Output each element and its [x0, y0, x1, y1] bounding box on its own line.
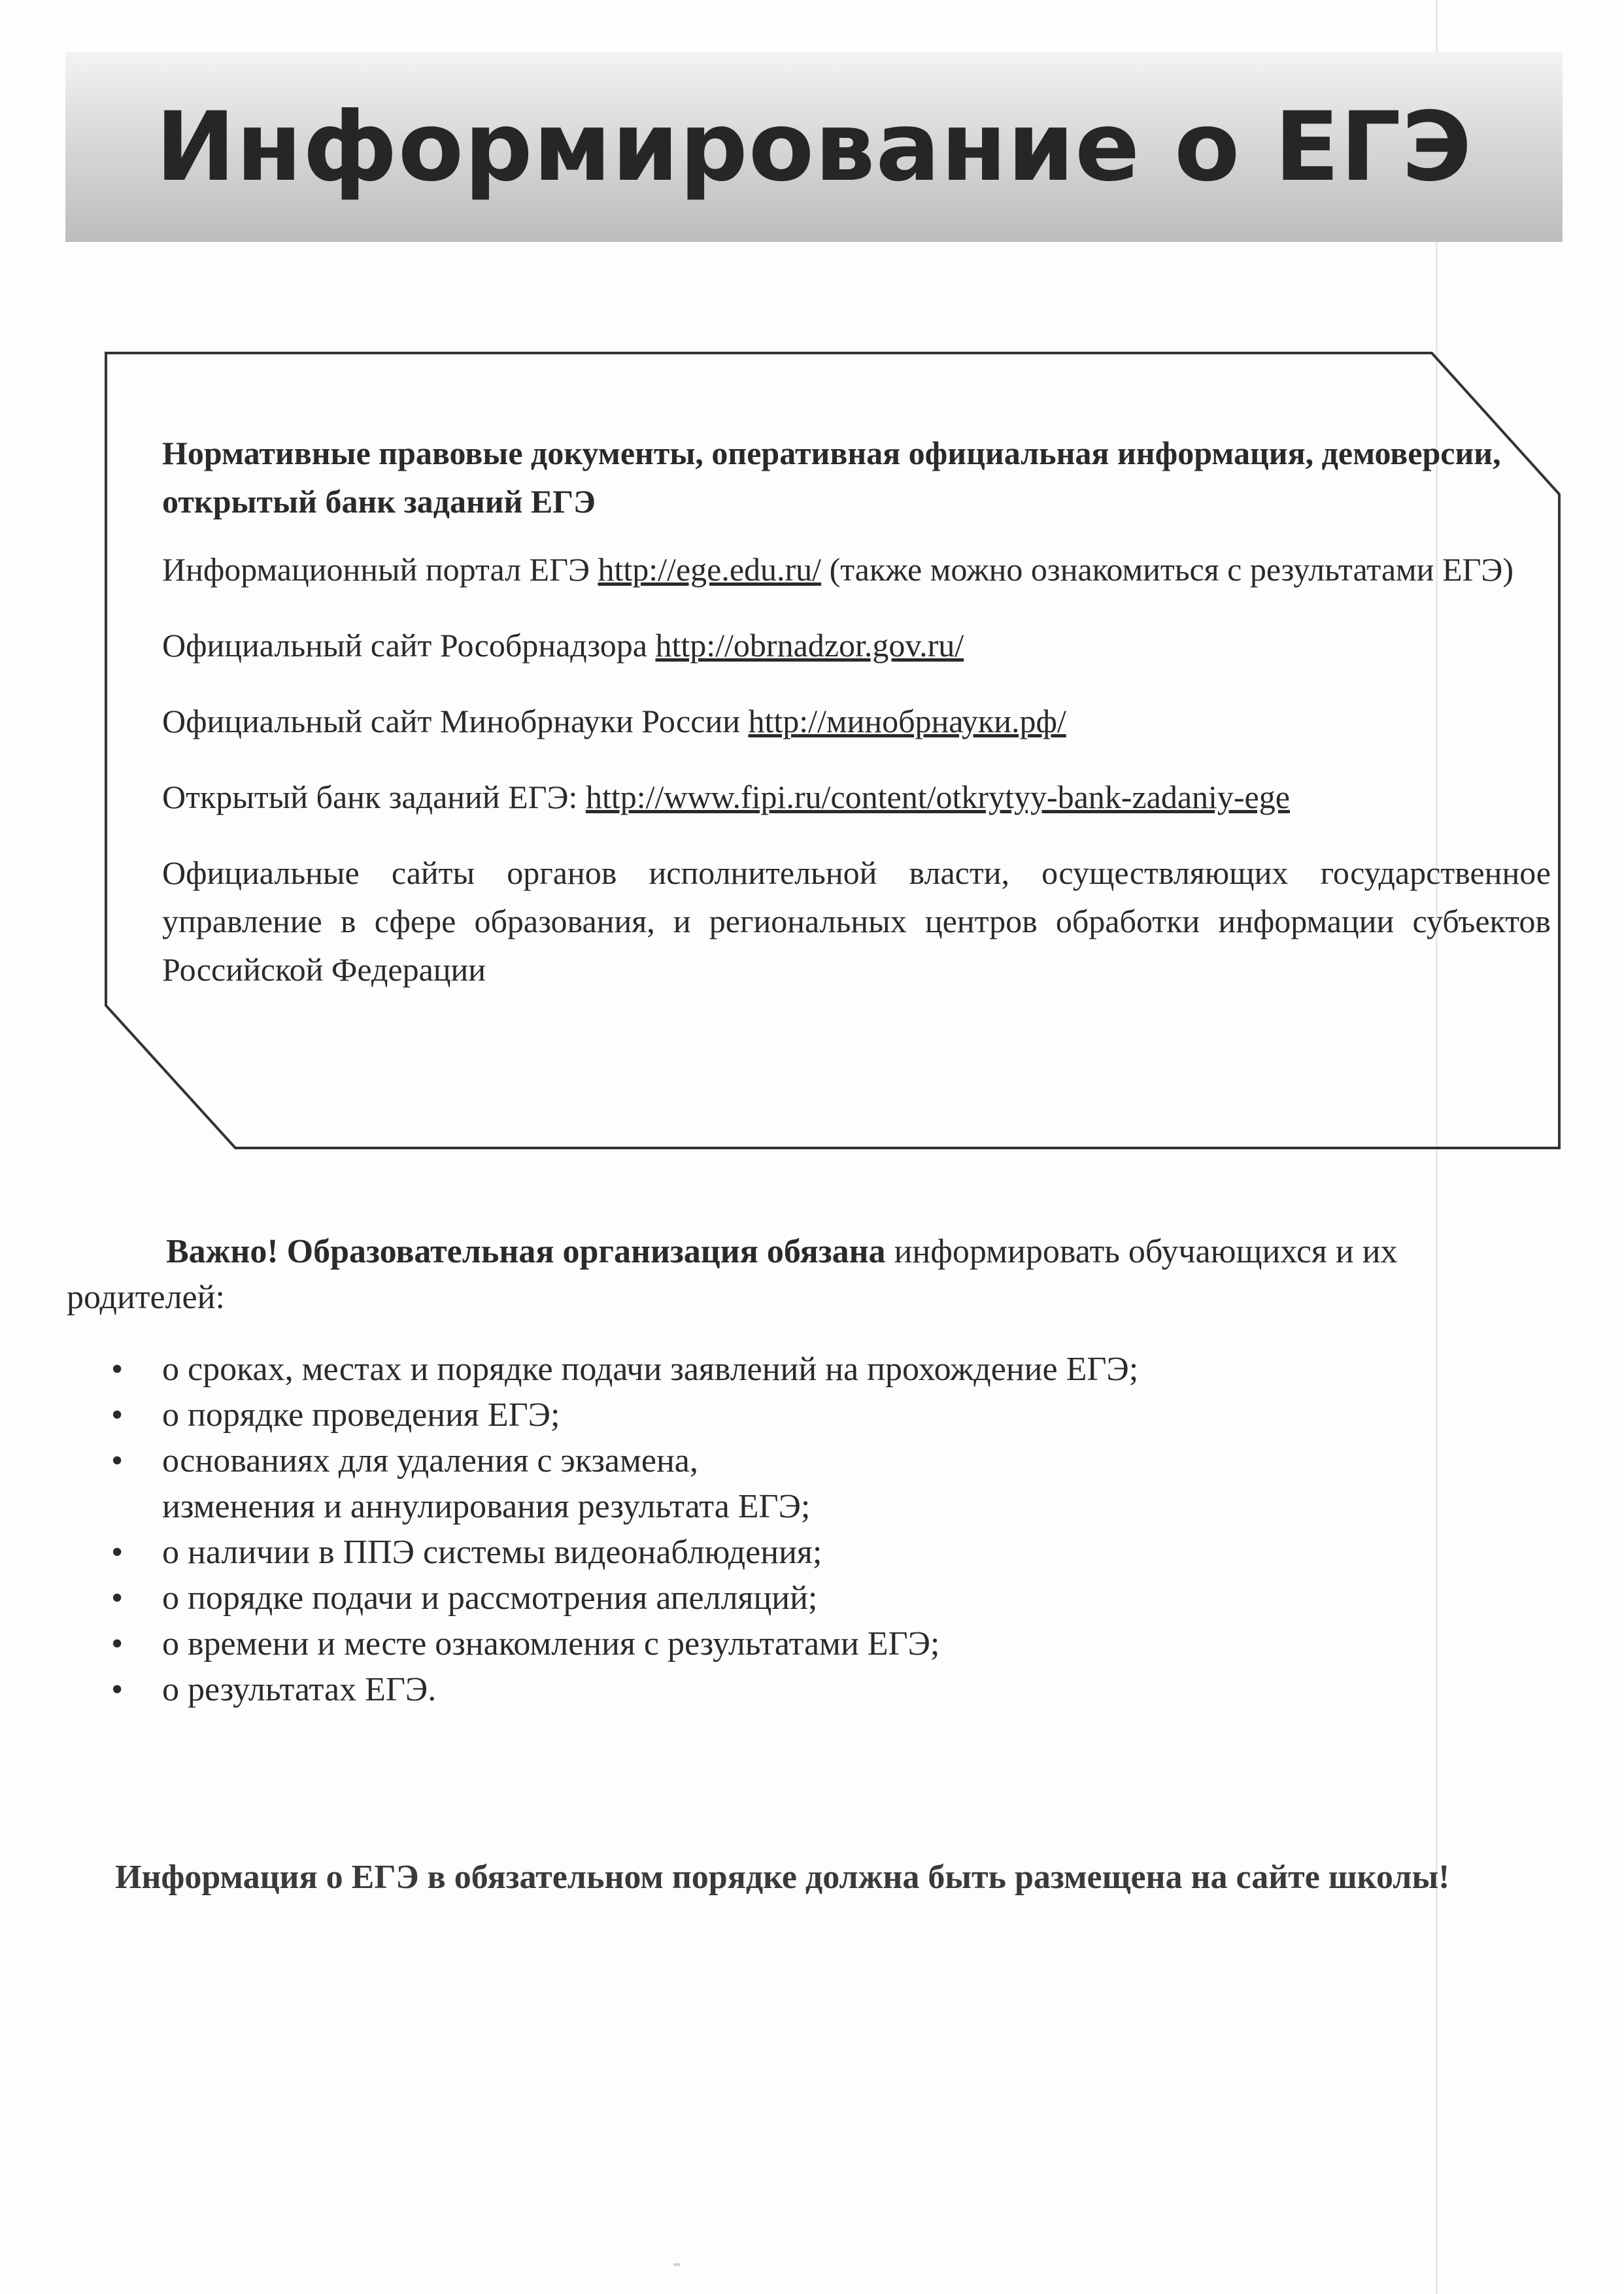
- resource-fipi-label: Открытый банк заданий ЕГЭ:: [162, 779, 586, 815]
- important-rest: информировать обучающихся и их родителей:: [67, 1233, 1398, 1316]
- list-item: • о порядке проведения ЕГЭ;: [111, 1392, 1484, 1438]
- page-title: Информирование о ЕГЭ: [155, 92, 1473, 203]
- resource-portal: [162, 545, 1551, 594]
- resource-fipi: [162, 773, 1551, 821]
- info-box: [105, 352, 1564, 1149]
- list-item: • о результатах ЕГЭ.: [111, 1667, 1484, 1713]
- resource-portal-link[interactable]: http://ege.edu.ru/: [598, 551, 822, 588]
- info-box-content: [162, 429, 1551, 1021]
- resource-minobrnauki-label: Официальный сайт Минобрнауки России: [162, 703, 749, 739]
- list-item: • о времени и месте ознакомления с результатами ЕГЭ;: [111, 1621, 1484, 1667]
- title-banner: [65, 52, 1563, 242]
- list-item-line: основаниях для удаления с экзамена,: [162, 1442, 698, 1479]
- scan-speck: [673, 2263, 680, 2266]
- list-item: • о сроках, местах и порядке подачи заявлений на прохождение ЕГЭ;: [111, 1347, 1484, 1392]
- important-paragraph: [67, 1229, 1549, 1321]
- resource-portal-label: Информационный портал ЕГЭ: [162, 551, 598, 588]
- list-item: [111, 1438, 1484, 1530]
- resource-obrnadzor: [162, 621, 1551, 669]
- resource-minobrnauki: [162, 697, 1551, 745]
- info-box-closing: Официальные сайты органов исполнительной власти, осуществляющих государственное управление в сфере образования, и региональных центров обработки информации субъектов Российской Федерации: [162, 854, 1551, 988]
- resource-minobrnauki-link[interactable]: http://минобрнауки.рф/: [748, 703, 1066, 739]
- footer-note: Информация о ЕГЭ в обязательном порядке должна быть размещена на сайте школы!: [115, 1859, 1450, 1896]
- info-box-heading: Нормативные правовые документы, оперативная официальная информация, демоверсии, открытый банк заданий ЕГЭ: [162, 435, 1501, 520]
- resource-portal-suffix: (также можно ознакомиться с результатами ЕГЭ): [821, 551, 1514, 588]
- list-item: • о порядке подачи и рассмотрения апелляций;: [111, 1576, 1484, 1621]
- list-item: • о наличии в ППЭ системы видеонаблюдения;: [111, 1530, 1484, 1576]
- resource-obrnadzor-link[interactable]: http://obrnadzor.gov.ru/: [655, 627, 964, 664]
- resource-obrnadzor-label: Официальный сайт Рособрнадзора: [162, 627, 656, 664]
- requirements-list: [111, 1347, 1484, 1713]
- important-bold: Важно! Образовательная организация обязана: [166, 1233, 886, 1270]
- resource-fipi-link[interactable]: http://www.fipi.ru/content/otkrytyy-bank-zadaniy-ege: [585, 779, 1290, 815]
- list-item-line: изменения и аннулирования результата ЕГЭ;: [162, 1488, 811, 1525]
